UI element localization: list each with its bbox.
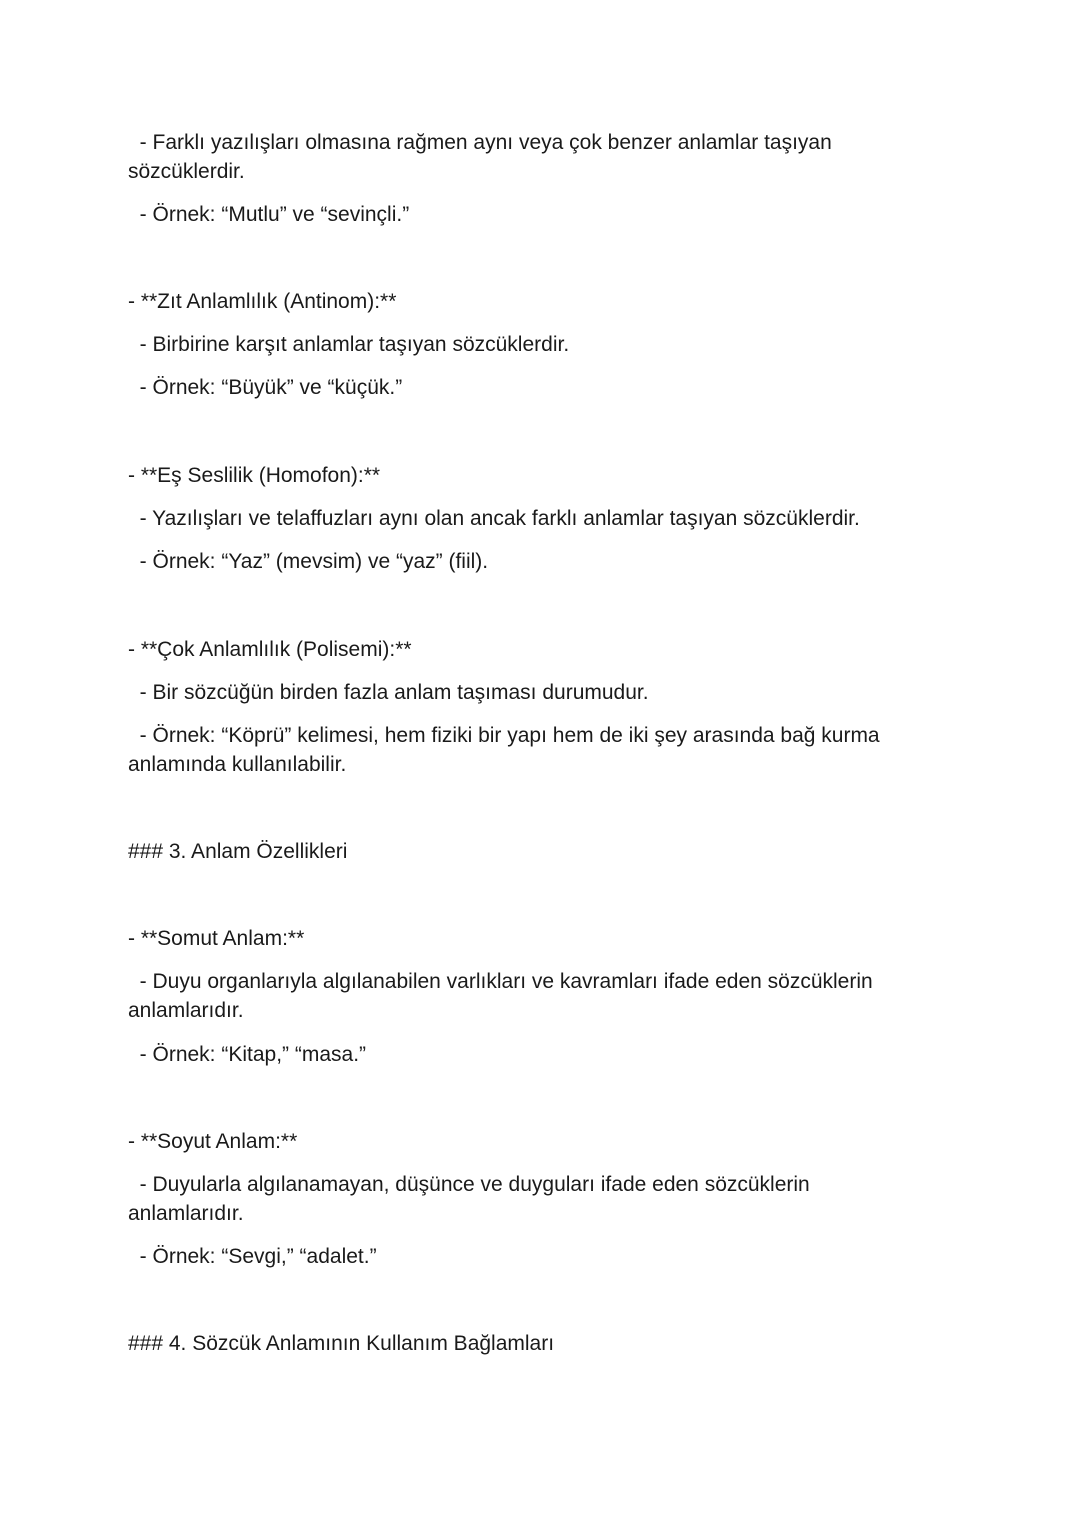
homophone-definition: - Yazılışları ve telaffuzları aynı olan ancak farklı anlamlar taşıyan sözcüklerdir.	[128, 507, 860, 530]
antonym-definition: - Birbirine karşıt anlamlar taşıyan sözcüklerdir.	[128, 333, 570, 356]
synonym-definition-line-2: sözcüklerdir.	[128, 160, 245, 183]
synonym-example: - Örnek: “Mutlu” ve “sevinçli.”	[128, 203, 410, 226]
section-3-heading: ### 3. Anlam Özellikleri	[128, 840, 348, 863]
antonym-example: - Örnek: “Büyük” ve “küçük.”	[128, 376, 403, 399]
concrete-meaning-definition-line-2: anlamlarıdır.	[128, 999, 244, 1022]
section-4-heading: ### 4. Sözcük Anlamının Kullanım Bağlamları	[128, 1332, 555, 1355]
homophone-heading: - **Eş Seslilik (Homofon):**	[128, 464, 381, 487]
synonym-definition-line-1: - Farklı yazılışları olmasına rağmen aynı veya çok benzer anlamlar taşıyan	[128, 131, 832, 154]
polysemy-example-line-2: anlamında kullanılabilir.	[128, 753, 347, 776]
polysemy-heading: - **Çok Anlamlılık (Polisemi):**	[128, 638, 412, 661]
homophone-example: - Örnek: “Yaz” (mevsim) ve “yaz” (fiil).	[128, 550, 489, 573]
concrete-meaning-definition-line-1: - Duyu organlarıyla algılanabilen varlıkları ve kavramları ifade eden sözcüklerin	[128, 970, 873, 993]
antonym-heading: - **Zıt Anlamlılık (Antinom):**	[128, 290, 397, 313]
concrete-meaning-heading: - **Somut Anlam:**	[128, 927, 305, 950]
concrete-meaning-example: - Örnek: “Kitap,” “masa.”	[128, 1043, 367, 1066]
abstract-meaning-definition-line-2: anlamlarıdır.	[128, 1202, 244, 1225]
polysemy-example-line-1: - Örnek: “Köprü” kelimesi, hem fiziki bir yapı hem de iki şey arasında bağ kurma	[128, 724, 880, 747]
abstract-meaning-example: - Örnek: “Sevgi,” “adalet.”	[128, 1245, 377, 1268]
abstract-meaning-heading: - **Soyut Anlam:**	[128, 1130, 298, 1153]
polysemy-definition: - Bir sözcüğün birden fazla anlam taşıması durumudur.	[128, 681, 649, 704]
abstract-meaning-definition-line-1: - Duyularla algılanamayan, düşünce ve duyguları ifade eden sözcüklerin	[128, 1173, 810, 1196]
